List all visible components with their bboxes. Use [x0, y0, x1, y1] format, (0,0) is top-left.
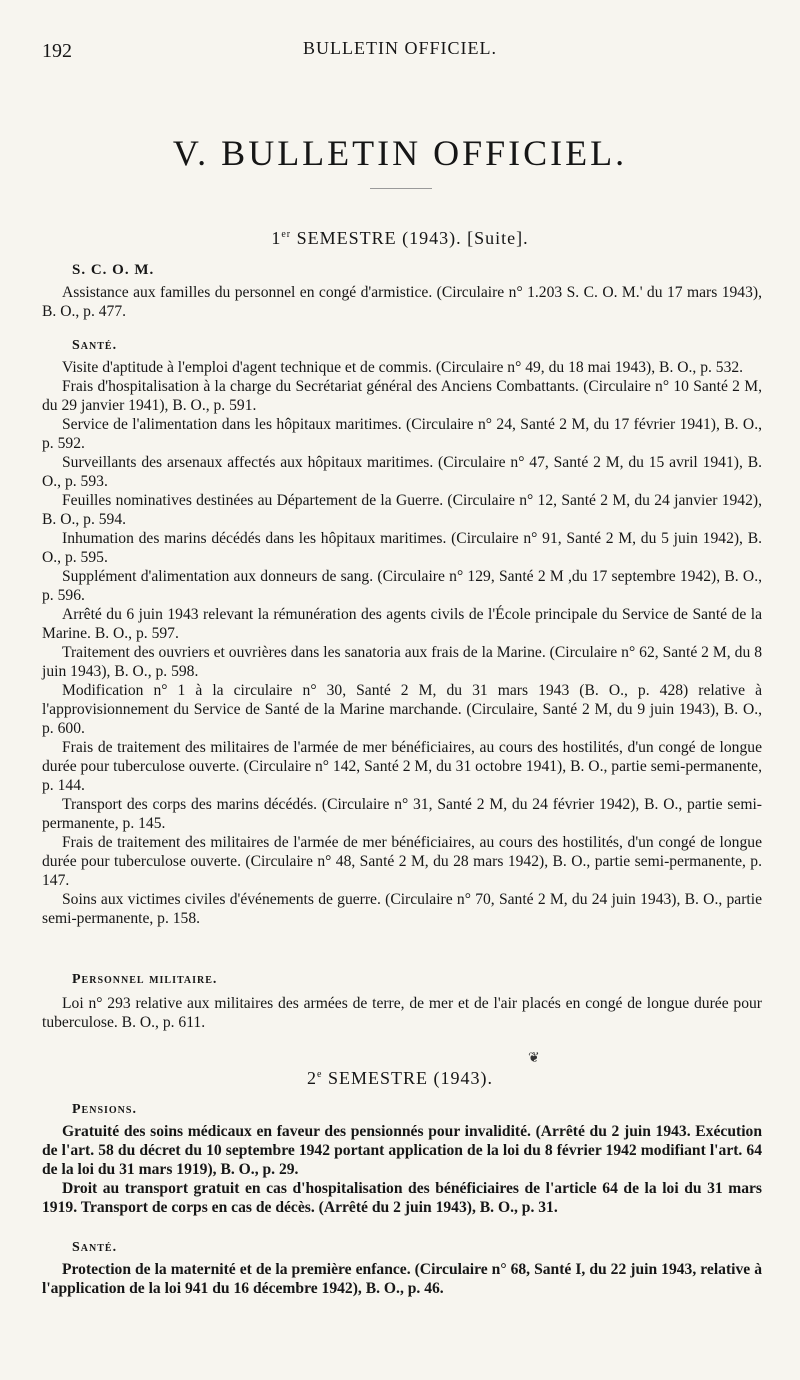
semester-1-sup: er — [281, 229, 292, 240]
entry-sante-2: Frais d'hospitalisation à la charge du Secrétariat général des Anciens Combattants. (Circulaire n° 10 Santé 2 M, du 29 janvier 1941), B. O., p. 591. — [42, 378, 762, 414]
entry-sante-8: Arrêté du 6 juin 1943 relevant la rémunération des agents civils de l'École principale du Service de Santé de la Marine. B. O., p. 597. — [42, 606, 762, 642]
section-sante-1 — [42, 338, 762, 928]
section-scom — [42, 262, 762, 321]
entry-sante-7: Supplément d'alimentation aux donneurs de sang. (Circulaire n° 129, Santé 2 M ,du 17 septembre 1942), B. O., p. 596. — [42, 568, 762, 604]
main-title: V. BULLETIN OFFICIEL. — [172, 133, 628, 173]
entry-scom-1: Assistance aux familles du personnel en congé d'armistice. (Circulaire n° 1.203 S. C. O. M.' du 17 mars 1943), B. O., p. 477. — [42, 284, 762, 320]
ink-mark-icon: ❦ — [528, 1051, 540, 1066]
section-sante-2 — [42, 1240, 762, 1298]
entry-sante-10: Modification n° 1 à la circulaire n° 30, Santé 2 M, du 31 mars 1943 (B. O., p. 428) relative à l'approvisionnement du Service de Santé de la Marine marchande. (Circulaire, Santé 2 M, du 9 juin 1943), B. O., p. 600. — [42, 682, 762, 737]
semester-2-ordinal: 2 — [307, 1068, 318, 1088]
section-heading-pensions: Pensions. — [72, 1102, 137, 1117]
entry-sante-11: Frais de traitement des militaires de l'armée de mer bénéficiaires, au cours des hostilités, d'un congé de longue durée pour tuberculose ouverte. (Circulaire n° 142, Santé 2 M, du 31 octobre 1941), B. O., partie semi-permanente, p. 144. — [42, 739, 762, 794]
section-pensions — [42, 1102, 762, 1217]
entry-sante-13: Frais de traitement des militaires de l'armée de mer bénéficiaires, au cours des hostilités, d'un congé de longue durée pour tuberculose ouverte. (Circulaire n° 48, Santé 2 M, du 28 mars 1942), B. O., partie semi-permanente, p. 147. — [42, 834, 762, 889]
entry-sante-6: Inhumation des marins décédés dans les hôpitaux maritimes. (Circulaire n° 91, Santé 2 M, du 5 juin 1942), B. O., p. 595. — [42, 530, 762, 566]
entry-sante-1: Visite d'aptitude à l'emploi d'agent technique et de commis. (Circulaire n° 49, du 18 mai 1943), B. O., p. 532. — [62, 359, 744, 376]
entry-pensions-1: Gratuité des soins médicaux en faveur des pensionnés pour invalidité. (Arrêté du 2 juin 1943. Exécution de l'art. 58 du décret du 10 septembre 1942 portant application de la loi du 8 février 1942 modifiant l'art. 64 de la loi du 31 mars 1919), B. O., p. 29. — [42, 1123, 762, 1178]
entry-personnel-1: Loi n° 293 relative aux militaires des armées de terre, de mer et de l'air placés en congé de longue durée pour tuberculose. B. O., p. 611. — [42, 995, 762, 1031]
section-heading-sante-2: Santé. — [72, 1240, 118, 1255]
semester-1-ordinal: 1 — [271, 228, 282, 248]
semester-2-sup: e — [317, 1069, 323, 1080]
entry-sante-14: Soins aux victimes civiles d'événements de guerre. (Circulaire n° 70, Santé 2 M, du 24 juin 1943), B. O., partie semi-permanente, p. 158. — [42, 891, 762, 927]
semester-1-label: SEMESTRE (1943). [Suite]. — [296, 228, 529, 248]
entry-pensions-2: Droit au transport gratuit en cas d'hospitalisation des bénéficiaires de l'article 64 de la loi du 31 mars 1919. Transport de corps en cas de décès. (Arrêté du 2 juin 1943), B. O., p. 31. — [42, 1180, 762, 1216]
semester-2-label: SEMESTRE (1943). — [327, 1068, 493, 1088]
entry-sante-12: Transport des corps des marins décédés. (Circulaire n° 31, Santé 2 M, du 24 février 1942), B. O., partie semi-permanente, p. 145. — [42, 796, 762, 832]
semester-heading-2 — [0, 1068, 800, 1089]
entry-sante-3: Service de l'alimentation dans les hôpitaux maritimes. (Circulaire n° 24, Santé 2 M, du 17 février 1941), B. O., p. 592. — [42, 416, 762, 452]
section-personnel-militaire — [42, 972, 762, 1032]
title-divider — [370, 188, 432, 189]
page-number: 192 — [42, 40, 72, 62]
running-header — [42, 36, 758, 60]
entry-sante-9: Traitement des ouvriers et ouvrières dans les sanatoria aux frais de la Marine. (Circulaire n° 62, Santé 2 M, du 8 juin 1943), B. O., p. 598. — [42, 644, 762, 680]
entry-sante-5: Feuilles nominatives destinées au Département de la Guerre. (Circulaire n° 12, Santé 2 M, du 24 janvier 1942), B. O., p. 594. — [42, 492, 762, 528]
entry-sante-4: Surveillants des arsenaux affectés aux hôpitaux maritimes. (Circulaire n° 47, Santé 2 M, du 15 avril 1941), B. O., p. 593. — [42, 454, 762, 490]
running-title: BULLETIN OFFICIEL. — [303, 38, 497, 58]
semester-heading-1 — [0, 228, 800, 249]
section-heading-sante-1: Santé. — [72, 338, 118, 353]
section-heading-personnel-militaire: Personnel militaire. — [72, 972, 218, 987]
entry-sante-2-1: Protection de la maternité et de la première enfance. (Circulaire n° 68, Santé I, du 22 juin 1943, relative à l'application de la loi 941 du 16 décembre 1942), B. O., p. 46. — [42, 1261, 762, 1297]
section-heading-scom: S. C. O. M. — [72, 262, 155, 278]
